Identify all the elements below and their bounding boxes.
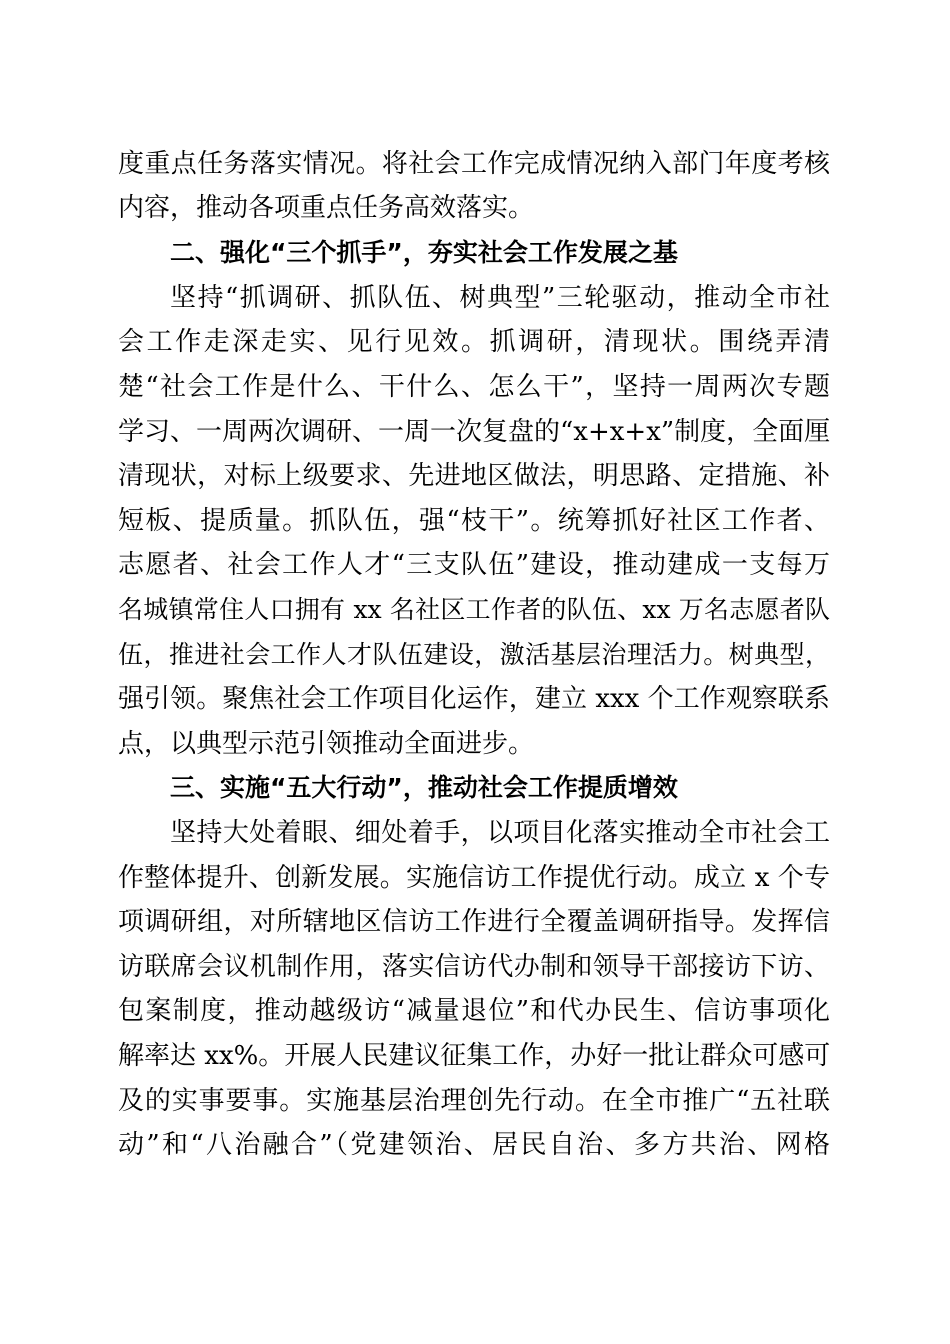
paragraph-line: 楚“社会工作是什么、干什么、怎么干”，坚持一周两次专题: [118, 372, 830, 402]
paragraph-line: 会工作走深走实、见行见效。抓调研，清现状。围绕弄清: [118, 327, 830, 357]
paragraph-line: 及的实事要事。实施基层治理创先行动。在全市推广“五社联: [118, 1086, 830, 1116]
paragraph-line: 动”和“八治融合”（党建领治、居民自治、多方共治、网格: [118, 1130, 830, 1160]
paragraph-line: 点，以典型示范引领推动全面进步。: [118, 729, 535, 759]
paragraph-line: 度重点任务落实情况。将社会工作完成情况纳入部门年度考核: [118, 149, 830, 179]
paragraph-line: 坚持“抓调研、抓队伍、树典型”三轮驱动，推动全市社: [170, 283, 830, 313]
paragraph-line: 坚持大处着眼、细处着手，以项目化落实推动全市社会工: [170, 818, 830, 848]
paragraph-line: 内容，推动各项重点任务高效落实。: [118, 193, 535, 223]
paragraph-line: 访联席会议机制作用，落实信访代办制和领导干部接访下访、: [118, 952, 830, 982]
paragraph-line: 伍，推进社会工作人才队伍建设，激活基层治理活力。树典型，: [118, 640, 830, 669]
paragraph-line: 清现状，对标上级要求、先进地区做法，明思路、定措施、补: [118, 461, 830, 491]
paragraph-line: 名城镇常住人口拥有 xx 名社区工作者的队伍、xx 万名志愿者队: [118, 595, 830, 624]
section-heading-2: 二、强化“三个抓手”，夯实社会工作发展之基: [170, 238, 678, 267]
paragraph-line: 志愿者、社会工作人才“三支队伍”建设，推动建成一支每万: [118, 550, 830, 580]
paragraph-line: 作整体提升、创新发展。实施信访工作提优行动。成立 x 个专: [118, 863, 830, 893]
paragraph-line: 项调研组，对所辖地区信访工作进行全覆盖调研指导。发挥信: [118, 907, 830, 937]
paragraph-line: 短板、提质量。抓队伍，强“枝干”。统筹抓好社区工作者、: [118, 506, 830, 536]
paragraph-line: 包案制度，推动越级访“减量退位”和代办民生、信访事项化: [118, 996, 830, 1026]
section-heading-3: 三、实施“五大行动”，推动社会工作提质增效: [170, 773, 678, 802]
paragraph-line: 强引领。聚焦社会工作项目化运作，建立 xxx 个工作观察联系: [118, 684, 830, 714]
paragraph-line: 解率达 xx%。开展人民建议征集工作，办好一批让群众可感可: [118, 1041, 831, 1071]
paragraph-line: 学习、一周两次调研、一周一次复盘的“x+x+x”制度，全面厘: [118, 417, 831, 447]
